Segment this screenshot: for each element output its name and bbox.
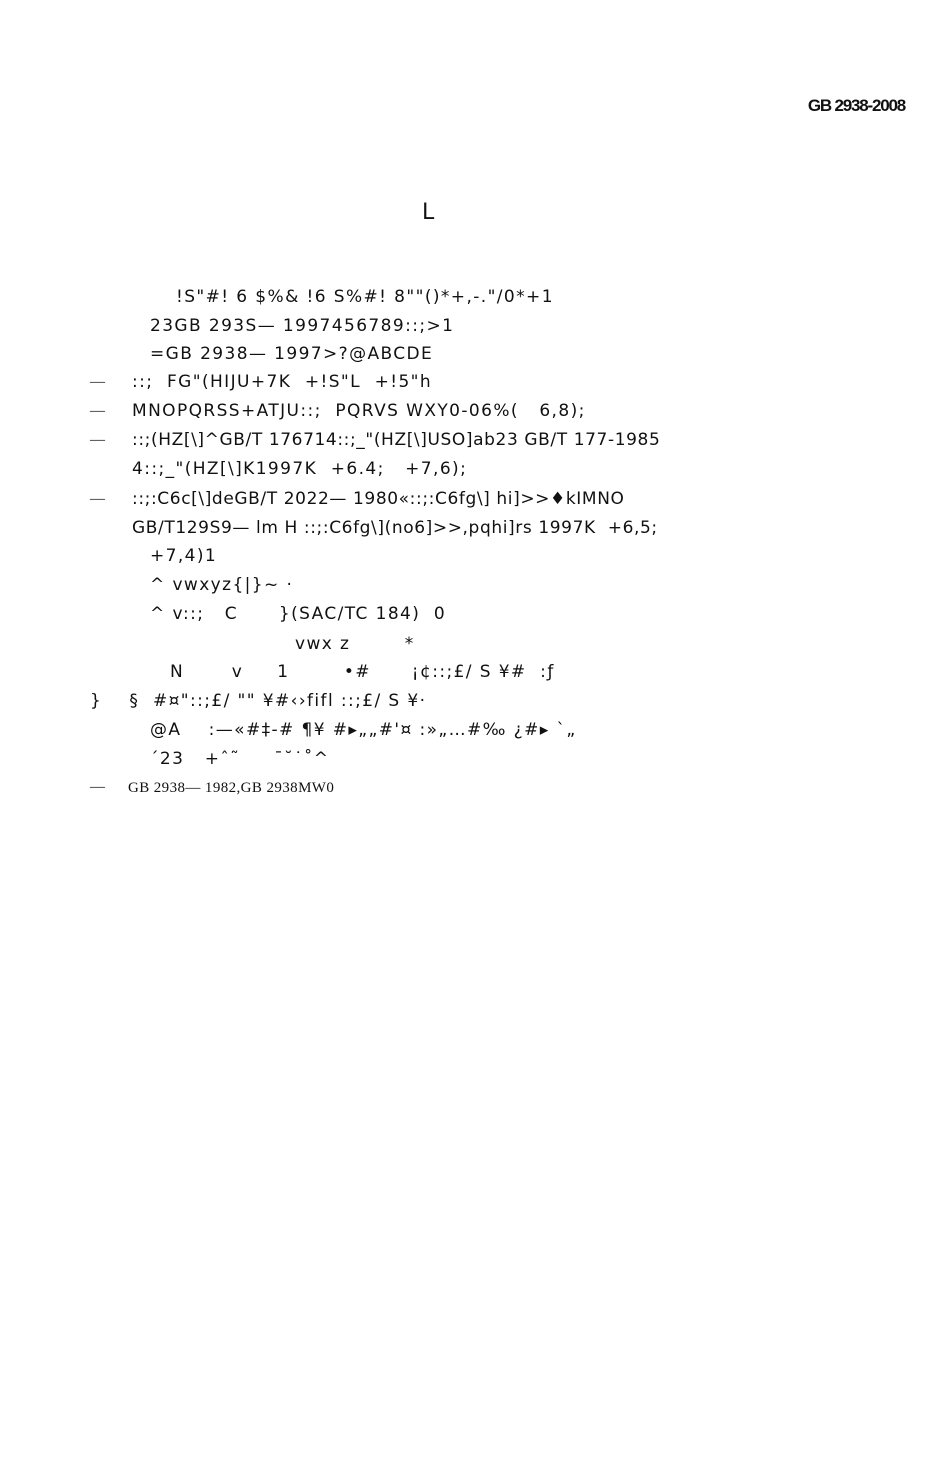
section-heading: L (422, 200, 435, 225)
body-line: ::; FG"(HIJU+7K +!S"L +!5"h (132, 372, 433, 392)
body-line: 4::;_"(HZ[\]K1997K +6.4; +7,6); (132, 459, 468, 479)
body-line: ::;:C6c[\]deGB/T 2022— 1980«::;:C6fg\] hi]>>♦kIMNO (132, 489, 625, 509)
body-line: MNOPQRSS+ATJU::; PQRVS WXY0-06%( 6,8); (132, 401, 586, 421)
standard-number: GB 2938-2008 (807, 96, 905, 115)
body-line: ^ v::; C }(SAC/TC 184) 0 (150, 604, 447, 624)
body-line: 23GB 293S— 1997456789::;>1 (150, 316, 455, 336)
list-dash: — (90, 403, 105, 419)
list-dash: — (90, 491, 105, 507)
body-line: +7,4)1 (150, 546, 218, 566)
list-dash: — (90, 432, 105, 448)
body-line: vwx z * (295, 634, 415, 654)
body-line: =GB 2938— 1997>?@ABCDE (150, 344, 434, 364)
body-line: } § #¤"::;£/ "" ¥#‹›fifl ::;£/ S ¥· (90, 691, 427, 711)
body-line: GB/T129S9— lm H ::;:C6fg\](no6]>>,pqhi]rs 1997K +6,5; (132, 518, 658, 538)
list-dash: — (90, 374, 105, 390)
body-line: !S"#! 6 $%& !6 S%#! 8""()*+,-."/0*+1 (176, 287, 554, 307)
body-line: ´23 +ˆ˜ ¯˘˙˚^ (150, 749, 330, 769)
body-line: ^ vwxyz{|}~ · (150, 575, 294, 595)
body-line: @A :—«#‡-# ¶¥ #▸„„#'¤ :»„…#‰ ¿#▸ `„ (150, 720, 577, 740)
list-dash: — (90, 779, 105, 795)
body-line: ::;(HZ[\]^GB/T 176714::;_"(HZ[\]USO]ab23 GB/T 177-1985 (132, 430, 661, 450)
body-line: GB 2938— 1982,GB 2938MW0 (128, 780, 335, 796)
body-line: N v 1 •# ¡¢::;£/ S ¥# :ƒ (170, 662, 555, 682)
